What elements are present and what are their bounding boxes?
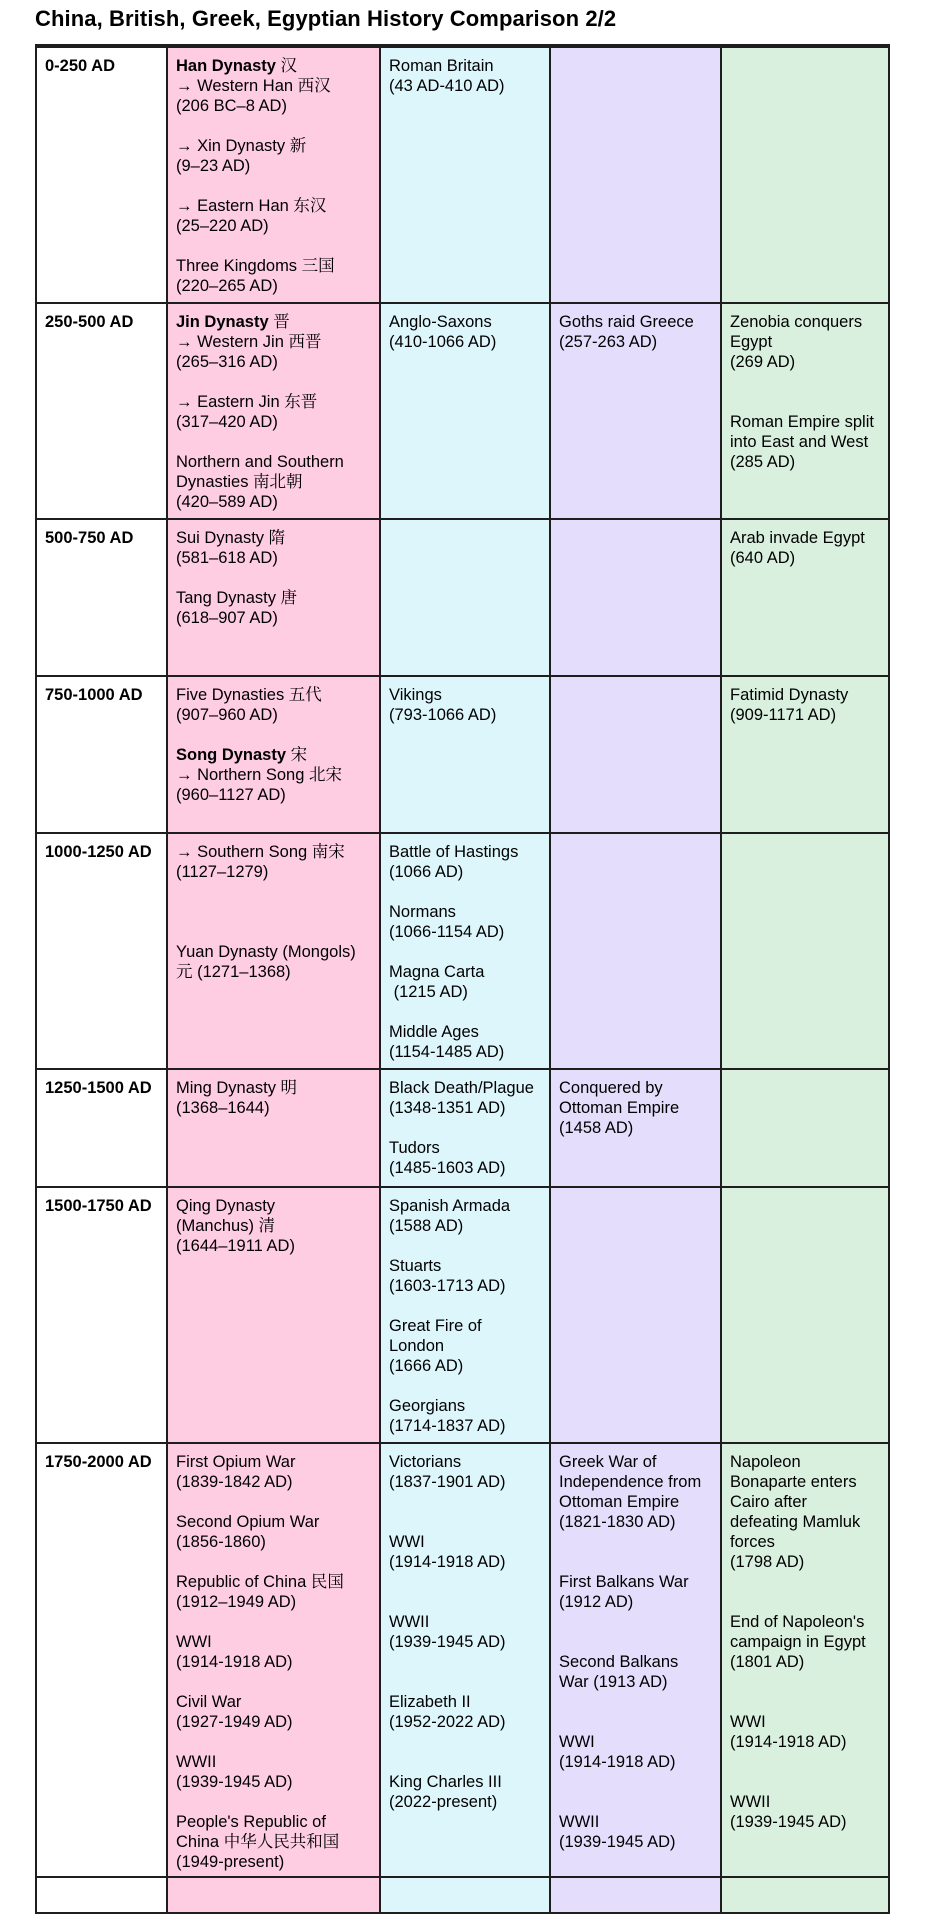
list-item: (1939-1945 AD)	[730, 1813, 847, 1831]
list-item: Tang Dynasty 唐	[176, 589, 298, 607]
list-item: WWI	[730, 1713, 766, 1731]
list-item: (1914-1918 AD)	[176, 1653, 293, 1671]
list-item: → Western Jin 西晋	[176, 333, 322, 351]
list-item: → Southern Song 南宋	[176, 843, 345, 861]
list-item: (317–420 AD)	[176, 413, 278, 431]
era-cell: 0-250 AD	[36, 46, 167, 303]
list-item: (907–960 AD)	[176, 706, 278, 724]
greece-cell	[550, 1877, 721, 1913]
greece-cell	[550, 519, 721, 676]
list-item: (1839-1842 AD)	[176, 1473, 293, 1491]
list-item: (1714-1837 AD)	[389, 1417, 506, 1435]
list-item: Magna Carta	[389, 963, 485, 981]
list-item: (1798 AD)	[730, 1553, 805, 1571]
list-item: Black Death/Plague	[389, 1079, 534, 1097]
list-item: (1644–1911 AD)	[176, 1237, 295, 1255]
list-item: (1066 AD)	[389, 863, 464, 881]
list-item: (1952-2022 AD)	[389, 1713, 506, 1731]
list-item: into East and West	[730, 433, 869, 451]
list-item: (43 AD-410 AD)	[389, 77, 505, 95]
list-item: Roman Britain	[389, 57, 494, 75]
era-cell: 1500-1750 AD	[36, 1187, 167, 1443]
list-item: (9–23 AD)	[176, 157, 251, 175]
china-cell	[167, 1187, 380, 1443]
britain-cell	[380, 1069, 550, 1187]
list-item: (1914-1918 AD)	[559, 1753, 676, 1771]
list-item: End of Napoleon's	[730, 1613, 865, 1631]
list-item: Yuan Dynasty (Mongols)	[176, 943, 356, 961]
list-item: Tudors	[389, 1139, 440, 1157]
dynasty-name: Han Dynasty	[176, 57, 276, 75]
list-item: First Balkans War	[559, 1573, 689, 1591]
list-item: 元 (1271–1368)	[176, 963, 291, 981]
list-item: (25–220 AD)	[176, 217, 269, 235]
list-item: (1368–1644)	[176, 1099, 270, 1117]
list-item: Bonaparte enters	[730, 1473, 857, 1491]
china-cell	[167, 676, 380, 833]
list-item: First Opium War	[176, 1453, 296, 1471]
list-item: WWI	[559, 1733, 595, 1751]
list-item: → Western Han 西汉	[176, 77, 331, 95]
list-item: (410-1066 AD)	[389, 333, 497, 351]
list-item: Conquered by	[559, 1079, 663, 1097]
egypt-cell	[721, 519, 889, 676]
list-item: (581–618 AD)	[176, 549, 278, 567]
list-item: Fatimid Dynasty	[730, 686, 849, 704]
list-item: Ottoman Empire	[559, 1493, 680, 1511]
list-item: Cairo after	[730, 1493, 808, 1511]
table-row	[36, 1187, 889, 1443]
list-item: WWI	[176, 1633, 212, 1651]
list-item: WWII	[730, 1793, 771, 1811]
greece-cell	[550, 676, 721, 833]
list-item: (1458 AD)	[559, 1119, 634, 1137]
list-item: Ming Dynasty 明	[176, 1079, 298, 1097]
list-item: People's Republic of	[176, 1813, 326, 1831]
dynasty-name: Song Dynasty	[176, 746, 287, 764]
list-item: (1666 AD)	[389, 1357, 464, 1375]
era-cell: 500-750 AD	[36, 519, 167, 676]
list-item: WWII	[559, 1813, 600, 1831]
britain-cell	[380, 1877, 550, 1913]
table-row	[36, 676, 889, 833]
list-item: WWII	[389, 1613, 430, 1631]
list-item: (1914-1918 AD)	[389, 1553, 506, 1571]
list-item: → Eastern Jin 东晋	[176, 393, 318, 411]
list-item: forces	[730, 1533, 775, 1551]
list-item: Elizabeth II	[389, 1693, 471, 1711]
dynasty-name: Jin Dynasty	[176, 313, 269, 331]
list-item: (Manchus) 清	[176, 1217, 276, 1235]
list-item: (1821-1830 AD)	[559, 1513, 676, 1531]
list-item: → Eastern Han 东汉	[176, 197, 327, 215]
list-item: Georgians	[389, 1397, 466, 1415]
egypt-cell	[721, 1443, 889, 1877]
list-item: (1939-1945 AD)	[559, 1833, 676, 1851]
list-item: Middle Ages	[389, 1023, 479, 1041]
list-item: WWII	[176, 1753, 217, 1771]
list-item: Qing Dynasty	[176, 1197, 276, 1215]
greece-cell	[550, 303, 721, 519]
list-item: London	[389, 1337, 445, 1355]
list-item: (1949-present)	[176, 1853, 285, 1871]
list-item: (640 AD)	[730, 549, 796, 567]
britain-cell	[380, 676, 550, 833]
list-item: Republic of China 民国	[176, 1573, 344, 1591]
list-item: (1066-1154 AD)	[389, 923, 505, 941]
egypt-cell	[721, 1187, 889, 1443]
britain-cell	[380, 303, 550, 519]
greece-cell	[550, 46, 721, 303]
list-item: WWI	[389, 1533, 425, 1551]
china-cell	[167, 833, 380, 1069]
list-item: (1154-1485 AD)	[389, 1043, 505, 1061]
list-item: Three Kingdoms 三国	[176, 257, 335, 275]
egypt-cell	[721, 46, 889, 303]
list-item: (1588 AD)	[389, 1217, 464, 1235]
era-cell: 250-500 AD	[36, 303, 167, 519]
list-item: Northern and Southern	[176, 453, 344, 471]
china-cell	[167, 1443, 380, 1877]
list-item: Battle of Hastings	[389, 843, 519, 861]
list-item: (265–316 AD)	[176, 353, 278, 371]
history-comparison-table	[35, 44, 890, 1914]
list-item: Greek War of	[559, 1453, 657, 1471]
list-item: (220–265 AD)	[176, 277, 278, 295]
list-item: Civil War	[176, 1693, 242, 1711]
list-item: Anglo-Saxons	[389, 313, 492, 331]
dynasty-chinese: 宋	[286, 746, 308, 764]
china-cell	[167, 1069, 380, 1187]
egypt-cell	[721, 1877, 889, 1913]
egypt-cell	[721, 303, 889, 519]
list-item: (1485-1603 AD)	[389, 1159, 506, 1177]
era-cell: 750-1000 AD	[36, 676, 167, 833]
britain-cell	[380, 833, 550, 1069]
list-item: Goths raid Greece	[559, 313, 694, 331]
list-item: (1603-1713 AD)	[389, 1277, 506, 1295]
list-item: (1837-1901 AD)	[389, 1473, 506, 1491]
table-row	[36, 46, 889, 303]
list-item: → Xin Dynasty 新	[176, 137, 307, 155]
list-item: (1348-1351 AD)	[389, 1099, 506, 1117]
britain-cell	[380, 519, 550, 676]
list-item: (420–589 AD)	[176, 493, 278, 511]
era-cell	[36, 1877, 167, 1913]
dynasty-chinese: 晋	[268, 313, 290, 331]
list-item: Arab invade Egypt	[730, 529, 865, 547]
china-cell	[167, 519, 380, 676]
list-item: → Northern Song 北宋	[176, 766, 342, 784]
britain-cell	[380, 46, 550, 303]
table-row	[36, 303, 889, 519]
list-item: Egypt	[730, 333, 773, 351]
china-cell	[167, 46, 380, 303]
list-item: Napoleon	[730, 1453, 801, 1471]
list-item: Dynasties 南北朝	[176, 473, 303, 491]
china-cell	[167, 303, 380, 519]
list-item: War (1913 AD)	[559, 1673, 668, 1691]
list-item: Zenobia conquers	[730, 313, 863, 331]
egypt-cell	[721, 833, 889, 1069]
list-item: Spanish Armada	[389, 1197, 511, 1215]
greece-cell	[550, 1069, 721, 1187]
list-item: defeating Mamluk	[730, 1513, 861, 1531]
list-item: (1127–1279)	[176, 863, 269, 881]
egypt-cell	[721, 676, 889, 833]
list-item: (1914-1918 AD)	[730, 1733, 847, 1751]
list-item: Second Balkans	[559, 1653, 679, 1671]
list-item: (1856-1860)	[176, 1533, 266, 1551]
list-item: campaign in Egypt	[730, 1633, 866, 1651]
list-item: (909-1171 AD)	[730, 706, 837, 724]
list-item: Vikings	[389, 686, 442, 704]
list-item: Five Dynasties 五代	[176, 686, 322, 704]
list-item: (960–1127 AD)	[176, 786, 286, 804]
list-item: (2022-present)	[389, 1793, 498, 1811]
page-title: China, British, Greek, Egyptian History Comparison 2/2	[35, 6, 617, 31]
list-item: (285 AD)	[730, 453, 796, 471]
list-item: Independence from	[559, 1473, 702, 1491]
list-item: (618–907 AD)	[176, 609, 278, 627]
table-row	[36, 1069, 889, 1187]
china-cell	[167, 1877, 380, 1913]
list-item: (1939-1945 AD)	[176, 1773, 293, 1791]
egypt-cell	[721, 1069, 889, 1187]
list-item: (1801 AD)	[730, 1653, 805, 1671]
table-row	[36, 1877, 889, 1913]
list-item: (793-1066 AD)	[389, 706, 497, 724]
list-item: (1927-1949 AD)	[176, 1713, 293, 1731]
list-item: Normans	[389, 903, 456, 921]
list-item: (257-263 AD)	[559, 333, 658, 351]
list-item: (206 BC–8 AD)	[176, 97, 287, 115]
table-row	[36, 833, 889, 1069]
list-item: Victorians	[389, 1453, 462, 1471]
list-item: (1939-1945 AD)	[389, 1633, 506, 1651]
britain-cell	[380, 1443, 550, 1877]
list-item: China 中华人民共和国	[176, 1833, 340, 1851]
table-row	[36, 1443, 889, 1877]
era-cell: 1250-1500 AD	[36, 1069, 167, 1187]
era-cell: 1000-1250 AD	[36, 833, 167, 1069]
list-item: King Charles III	[389, 1773, 502, 1791]
era-cell: 1750-2000 AD	[36, 1443, 167, 1877]
table-row	[36, 519, 889, 676]
list-item: Roman Empire split	[730, 413, 874, 431]
list-item: (1912 AD)	[559, 1593, 634, 1611]
greece-cell	[550, 1187, 721, 1443]
list-item: (269 AD)	[730, 353, 796, 371]
list-item: Great Fire of	[389, 1317, 482, 1335]
list-item: (1215 AD)	[389, 983, 468, 1001]
list-item: (1912–1949 AD)	[176, 1593, 297, 1611]
list-item: Stuarts	[389, 1257, 442, 1275]
greece-cell	[550, 1443, 721, 1877]
list-item: Sui Dynasty 隋	[176, 529, 286, 547]
britain-cell	[380, 1187, 550, 1443]
list-item: Second Opium War	[176, 1513, 320, 1531]
list-item: Ottoman Empire	[559, 1099, 680, 1117]
greece-cell	[550, 833, 721, 1069]
dynasty-chinese: 汉	[275, 57, 298, 75]
